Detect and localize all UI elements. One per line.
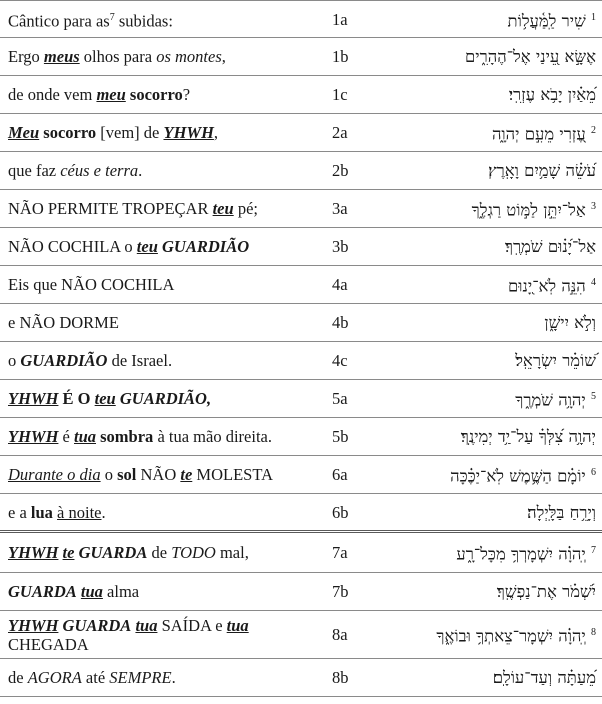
text-segment: te — [62, 543, 75, 562]
text-segment: CHEGADA — [8, 634, 89, 654]
verse-row — [0, 342, 602, 380]
hebrew-line: יְהוָ֥ה שֹׁמְרֶ֑ךָ — [515, 390, 586, 410]
text-segment: tua — [135, 615, 158, 635]
hebrew-verse-number: 2 — [591, 125, 596, 137]
hebrew-text — [400, 76, 602, 114]
text-segment: de onde vem — [8, 85, 97, 104]
hebrew-line: עֶ֭זְרִי מֵעִ֣ם יְהוָ֑ה — [491, 124, 586, 144]
hebrew-text — [400, 1, 602, 38]
text-segment: Cântico para as — [8, 11, 110, 31]
verse-row — [0, 573, 602, 611]
verse-row — [0, 494, 602, 532]
text-segment: te — [180, 465, 193, 484]
verse-row — [0, 152, 602, 190]
portuguese-text — [0, 418, 328, 456]
text-segment: , — [221, 47, 226, 66]
text-segment: tua — [80, 582, 103, 601]
footnote-mark: 7 — [109, 11, 115, 23]
text-segment: Eis que NÃO COCHILA — [8, 275, 175, 294]
portuguese-text — [0, 611, 328, 659]
text-segment: socorro — [43, 123, 97, 142]
text-segment: à tua mão direita. — [153, 427, 272, 446]
text-segment: teu — [94, 389, 116, 408]
portuguese-text — [0, 76, 328, 114]
hebrew-text — [400, 532, 602, 573]
portuguese-text — [0, 114, 328, 152]
text-segment: NÃO COCHILA o — [8, 237, 137, 256]
hebrew-text — [400, 190, 602, 228]
hebrew-verse-number: 5 — [591, 391, 596, 403]
text-segment: NÃO PERMITE TROPEÇAR — [8, 199, 213, 218]
portuguese-text — [0, 1, 328, 38]
verse-number: 4c — [328, 342, 400, 380]
hebrew-line: וְלֹ֣א יִישָׁ֑ן — [544, 313, 596, 332]
text-segment: à noite — [57, 502, 102, 522]
portuguese-text — [0, 532, 328, 573]
portuguese-text — [0, 304, 328, 342]
verse-number: 1c — [328, 76, 400, 114]
portuguese-text — [0, 456, 328, 494]
text-segment: NÃO — [136, 465, 181, 484]
hebrew-line: יְֽהוָ֗ה יִשְׁמָר־צֵאתְךָ֥ וּבוֹאֶ֑ךָ — [436, 626, 586, 646]
verse-row — [0, 380, 602, 418]
hebrew-line: עֹ֝שֵׂ֗ה שָׁמַ֥יִם וָאָֽרֶץ׃ — [488, 161, 596, 180]
text-segment: YHWH — [8, 615, 59, 635]
text-segment: MOLESTA — [192, 465, 274, 484]
text-segment: alma — [102, 582, 140, 601]
verse-row — [0, 1, 602, 38]
verse-number: 5a — [328, 380, 400, 418]
verse-row — [0, 114, 602, 152]
hebrew-text — [400, 456, 602, 494]
text-segment: de — [147, 543, 172, 562]
text-segment: o — [8, 351, 21, 370]
text-segment: ? — [182, 85, 191, 104]
text-segment: tua — [226, 615, 249, 635]
hebrew-verse-number: 3 — [591, 201, 596, 213]
verse-number: 5b — [328, 418, 400, 456]
text-segment: TODO — [171, 543, 216, 562]
verse-row — [0, 532, 602, 573]
verse-row — [0, 76, 602, 114]
hebrew-text — [400, 573, 602, 611]
psalm-rows — [0, 1, 602, 697]
text-segment: sol — [117, 465, 137, 484]
text-segment: . — [138, 161, 143, 180]
text-segment: meus — [43, 47, 80, 66]
text-segment: , — [213, 123, 219, 142]
text-segment: GUARDIÃO — [20, 351, 108, 370]
text-segment: até — [81, 668, 110, 687]
hebrew-line: אֶשָּׂ֣א עֵ֭ינַי אֶל־הֶהָרִ֑ים — [465, 47, 596, 66]
verse-number: 4b — [328, 304, 400, 342]
hebrew-verse-number: 7 — [591, 545, 596, 557]
hebrew-line: שׁ֝וֹמֵ֗ר יִשְׂרָאֵֽל׃ — [515, 351, 596, 370]
text-segment: GUARDA — [78, 543, 148, 562]
portuguese-text — [0, 380, 328, 418]
portuguese-text — [0, 190, 328, 228]
portuguese-text — [0, 573, 328, 611]
text-segment: de Israel. — [107, 351, 173, 370]
hebrew-line: הִנֵּ֣ה לֹֽא־יָ֭נוּם — [508, 276, 586, 296]
text-segment: SEMPRE — [109, 668, 172, 687]
hebrew-line: מֵ֝אַ֗יִן יָבֹ֥א עֶזְרִֽי׃ — [508, 85, 596, 104]
portuguese-text — [0, 38, 328, 76]
hebrew-line: וְיָרֵ֥חַ בַּלָּֽיְלָה׃ — [527, 502, 596, 522]
text-segment: mal, — [215, 543, 249, 562]
hebrew-text — [400, 342, 602, 380]
hebrew-verse-number: 4 — [591, 277, 596, 289]
verse-number: 8a — [328, 611, 400, 659]
text-segment: o — [100, 465, 118, 484]
portuguese-text — [0, 342, 328, 380]
hebrew-line: אַל־יִתֵּ֣ן לַמּ֣וֹט רַגְלֶ֑ךָ — [471, 200, 586, 220]
text-segment: olhos para — [79, 47, 157, 66]
text-segment: sombra — [100, 427, 154, 446]
text-segment: céus e terra — [60, 161, 139, 180]
text-segment: YHWH — [8, 389, 59, 408]
text-segment: que faz — [8, 161, 61, 180]
text-segment: teu — [136, 237, 158, 256]
verse-number: 2a — [328, 114, 400, 152]
verse-number: 7a — [328, 532, 400, 573]
portuguese-text — [0, 152, 328, 190]
verse-row — [0, 228, 602, 266]
text-segment: os montes — [156, 47, 222, 66]
hebrew-text — [400, 38, 602, 76]
text-segment: teu — [212, 199, 234, 218]
hebrew-verse-number: 1 — [591, 11, 596, 23]
hebrew-verse-number: 8 — [591, 627, 596, 639]
verse-number: 6a — [328, 456, 400, 494]
text-segment: Durante o dia — [8, 465, 101, 484]
portuguese-text — [0, 494, 328, 532]
verse-number: 6b — [328, 494, 400, 532]
hebrew-text — [400, 152, 602, 190]
hebrew-line: יְהוָ֥ה צִ֝לְּךָ֗ עַל־יַ֥ד יְמִינֶֽךָ׃ — [460, 427, 596, 446]
hebrew-text — [400, 494, 602, 532]
verse-row — [0, 611, 602, 659]
hebrew-line: שִׁיר לַֽמַּ֫עֲל֥וֹת — [507, 11, 586, 31]
text-segment: YHWH — [8, 427, 59, 446]
text-segment: GUARDA — [62, 615, 132, 635]
text-segment: GUARDIÃO — [162, 237, 250, 256]
verse-number: 1b — [328, 38, 400, 76]
hebrew-text — [400, 228, 602, 266]
text-segment: de — [8, 668, 28, 687]
hebrew-line: יִ֝שְׁמֹ֗ר אֶת־נַפְשֶֽׁךָ׃ — [496, 582, 596, 601]
text-segment: GUARDA — [8, 582, 77, 601]
text-segment: é — [58, 427, 74, 446]
hebrew-text — [400, 304, 602, 342]
hebrew-verse-number: 6 — [591, 467, 596, 479]
hebrew-line: יְֽהוָ֗ה יִשְׁמָרְךָ֥ מִכָּל־רָ֑ע — [456, 544, 586, 564]
verse-number: 7b — [328, 573, 400, 611]
text-segment: É O — [62, 389, 91, 408]
verse-row — [0, 266, 602, 304]
verse-number: 1a — [328, 1, 400, 38]
verse-number: 2b — [328, 152, 400, 190]
text-segment: pé; — [233, 199, 258, 218]
text-segment: [vem] de — [96, 123, 164, 142]
hebrew-text — [400, 266, 602, 304]
portuguese-text — [0, 266, 328, 304]
verse-number: 3a — [328, 190, 400, 228]
text-segment: SAÍDA e — [157, 615, 227, 635]
hebrew-text — [400, 611, 602, 659]
verse-row — [0, 304, 602, 342]
hebrew-text — [400, 380, 602, 418]
text-segment: YHWH — [8, 543, 59, 562]
verse-number: 4a — [328, 266, 400, 304]
text-segment: GUARDIÃO, — [119, 389, 212, 408]
text-segment: AGORA — [27, 668, 82, 687]
text-segment: socorro — [129, 85, 183, 104]
hebrew-line: יוֹמָ֗ם הַשֶּׁ֥מֶשׁ לֹֽא־יַכֶּ֗כָּה — [450, 466, 586, 486]
verse-row — [0, 190, 602, 228]
hebrew-text — [400, 418, 602, 456]
verse-row — [0, 38, 602, 76]
hebrew-line: מֵ֝עַתָּ֗ה וְעַד־עוֹלָֽם׃ — [492, 668, 596, 687]
hebrew-text — [400, 659, 602, 697]
verse-row — [0, 456, 602, 494]
text-segment: Ergo — [8, 47, 44, 66]
text-segment: . — [171, 668, 176, 687]
text-segment: . — [101, 502, 106, 522]
text-segment: Meu — [8, 123, 40, 142]
portuguese-text — [0, 228, 328, 266]
verse-row — [0, 659, 602, 697]
hebrew-line: אַל־יָ֝נ֗וּם שֹׁמְרֶֽךָ׃ — [504, 237, 596, 256]
text-segment: YHWH — [163, 123, 214, 142]
text-segment: e a — [8, 502, 31, 522]
hebrew-text — [400, 114, 602, 152]
text-segment: meu — [96, 85, 126, 104]
text-segment: lua — [30, 502, 53, 522]
text-segment: tua — [74, 427, 97, 446]
portuguese-text — [0, 659, 328, 697]
verse-row — [0, 418, 602, 456]
text-segment: e NÃO DORME — [8, 313, 119, 332]
verse-number: 3b — [328, 228, 400, 266]
verse-number: 8b — [328, 659, 400, 697]
text-segment: subidas: — [114, 11, 173, 31]
